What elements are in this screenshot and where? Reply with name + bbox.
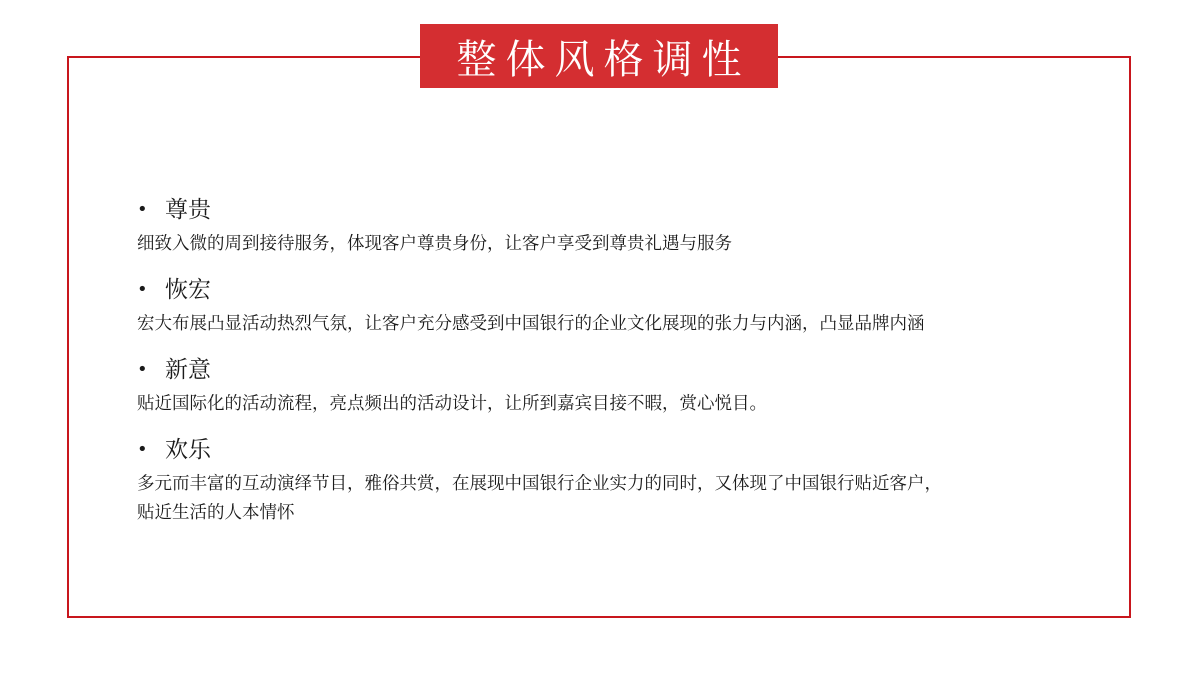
section-heading — [137, 350, 1097, 390]
list-item — [137, 350, 1097, 419]
section-description: 贴近国际化的活动流程，亮点频出的活动设计，让所到嘉宾目接不暇，赏心悦目。 — [137, 394, 767, 414]
list-item — [137, 190, 1097, 259]
section-description — [137, 470, 1097, 528]
bullet-icon: • — [137, 199, 148, 220]
section-heading-text: 新意 — [165, 357, 211, 383]
section-description-line: 多元而丰富的互动演绎节目，雅俗共赏，在展现中国银行企业实力的同时，又体现了中国银行贴近客户， — [137, 474, 942, 494]
bullet-icon: • — [137, 359, 148, 380]
content-list — [137, 190, 1097, 539]
bullet-icon: • — [137, 439, 148, 460]
section-heading — [137, 190, 1097, 230]
section-heading-text: 恢宏 — [165, 277, 211, 303]
section-heading-text: 尊贵 — [165, 197, 211, 223]
section-description: 宏大布展凸显活动热烈气氛，让客户充分感受到中国银行的企业文化展现的张力与内涵，凸显品牌内涵 — [137, 314, 925, 334]
section-description: 细致入微的周到接待服务，体现客户尊贵身份，让客户享受到尊贵礼遇与服务 — [137, 234, 732, 254]
section-heading — [137, 430, 1097, 470]
section-heading — [137, 270, 1097, 310]
list-item — [137, 270, 1097, 339]
section-description-line: 贴近生活的人本情怀 — [137, 503, 295, 523]
list-item — [137, 430, 1097, 528]
section-heading-text: 欢乐 — [165, 437, 211, 463]
page-title: 整体风格调性 — [420, 24, 778, 88]
bullet-icon: • — [137, 279, 148, 300]
